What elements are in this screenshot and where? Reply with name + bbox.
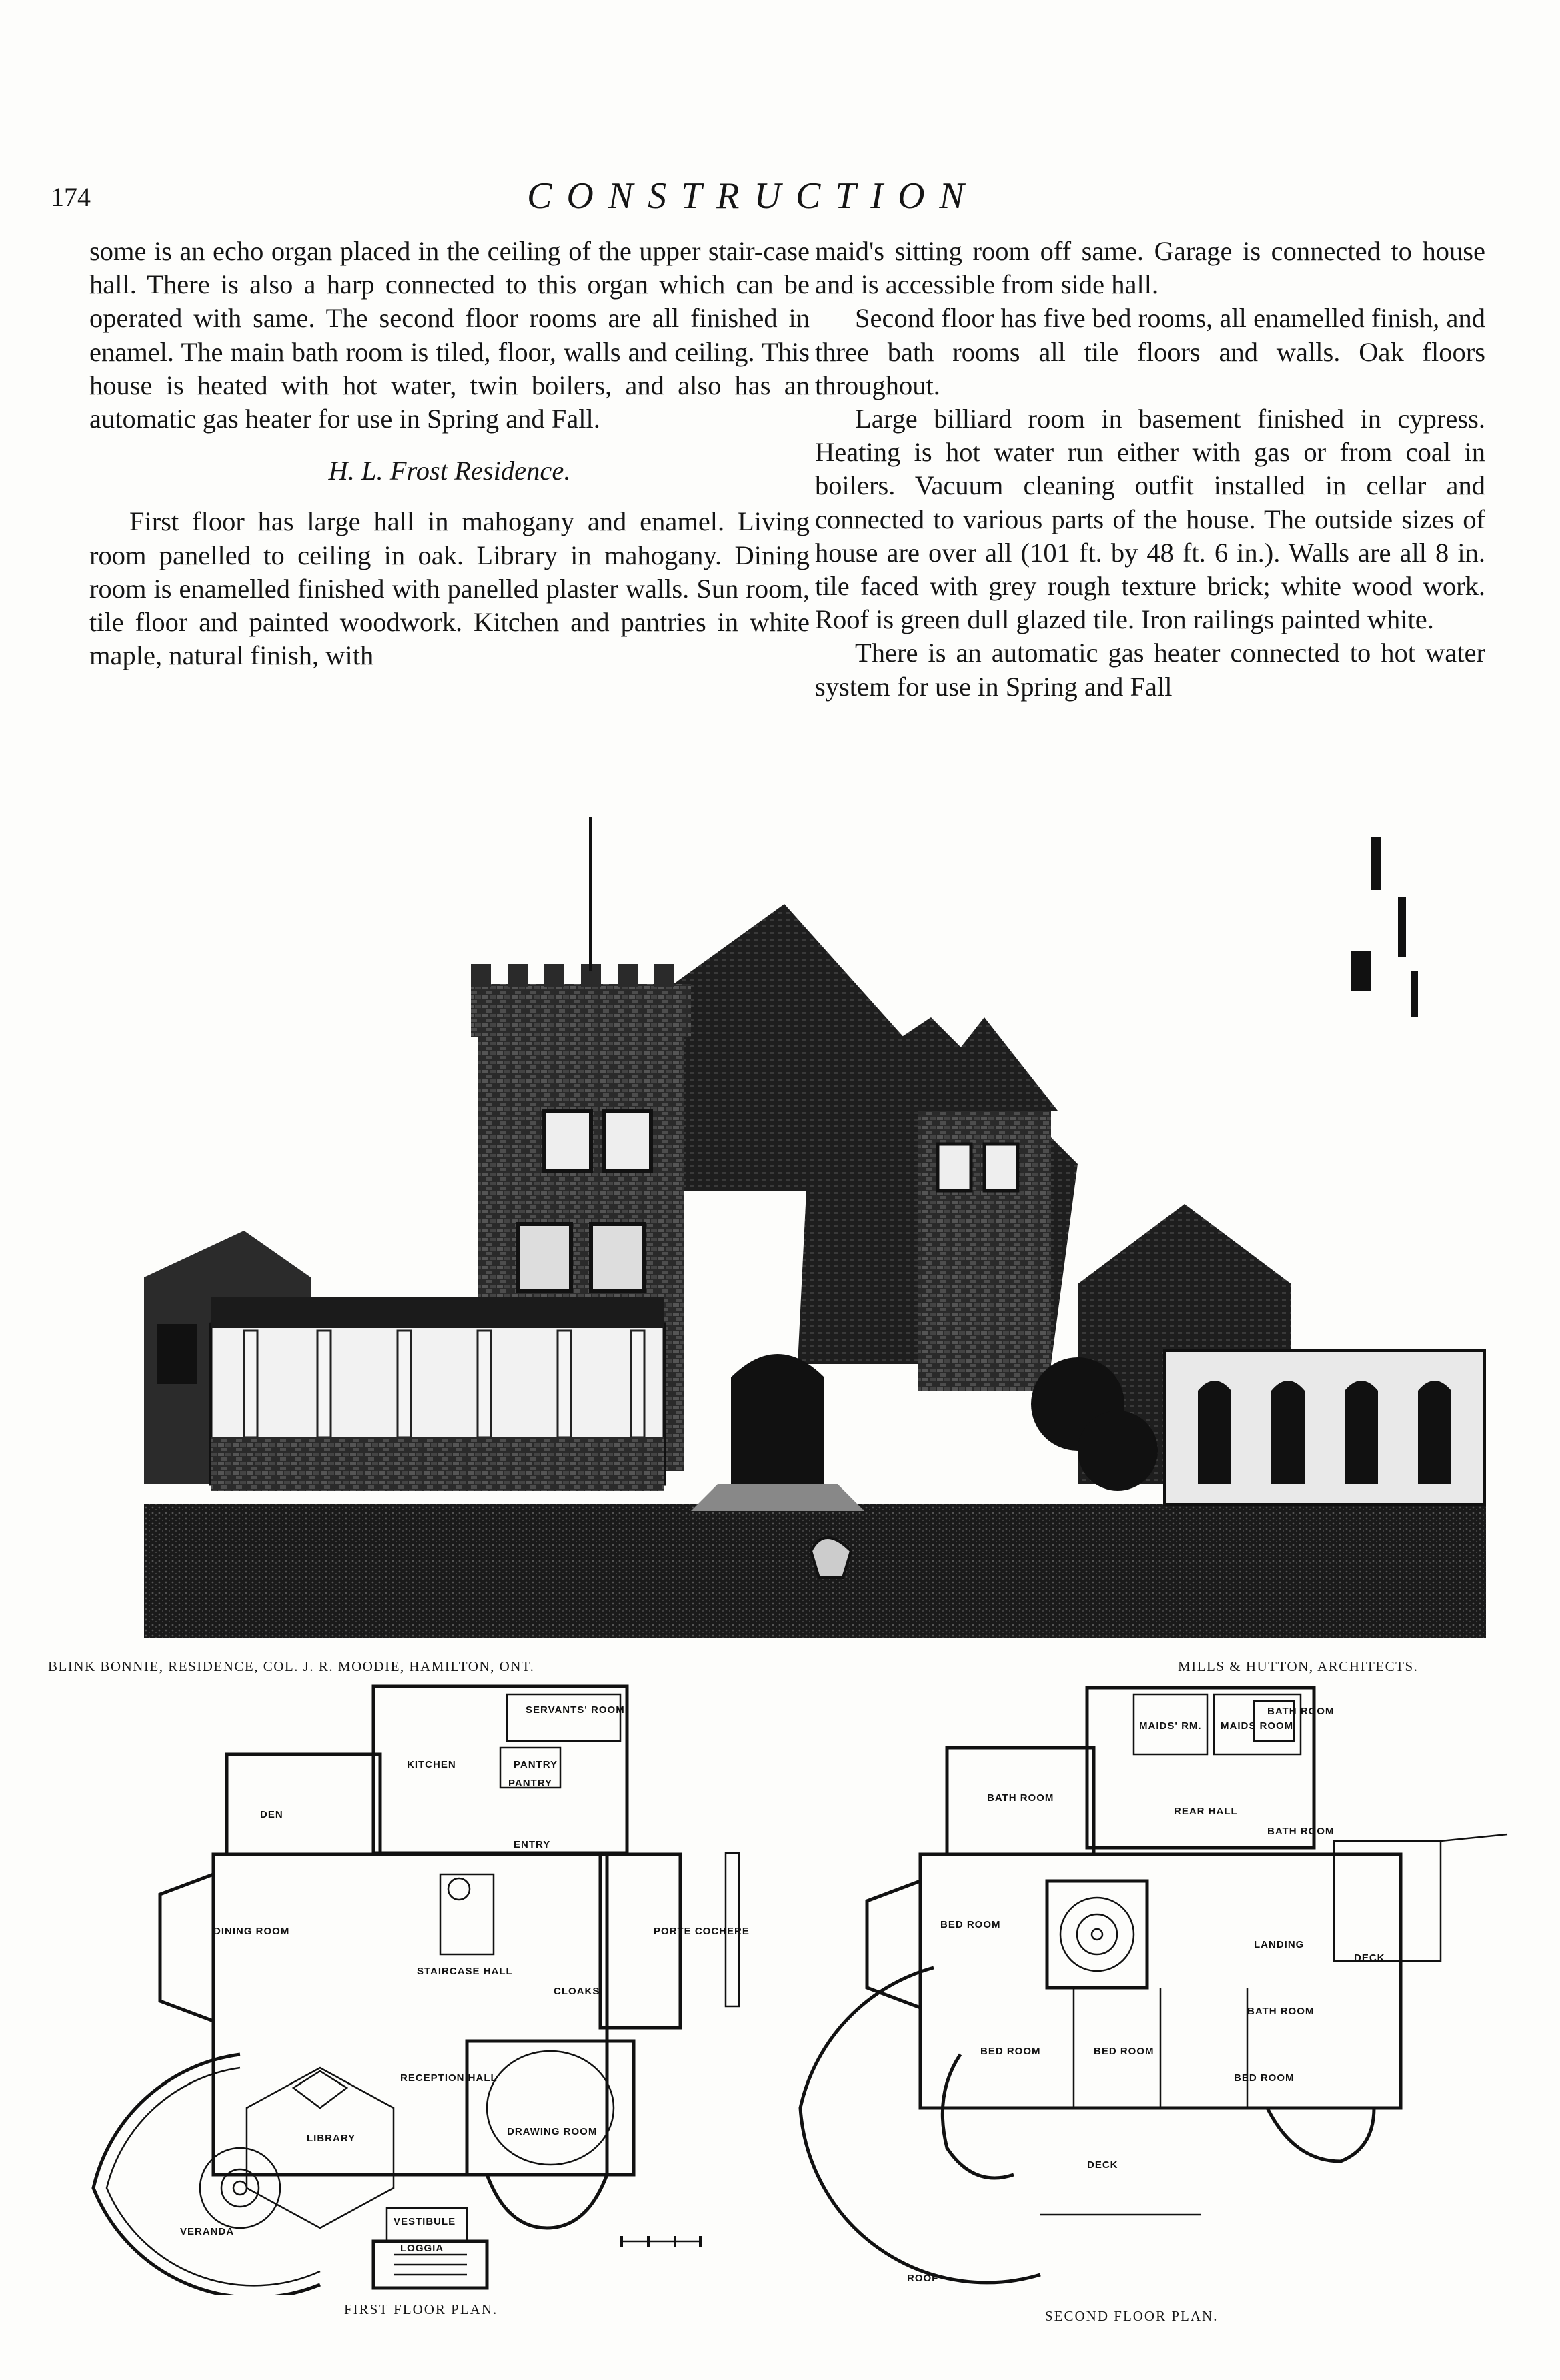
plan2-bed-room-1-label: BED ROOM: [940, 1919, 1001, 1930]
plan1-den-label: DEN: [260, 1809, 283, 1820]
photo-caption-right: MILLS & HUTTON, ARCHITECTS.: [1178, 1658, 1419, 1674]
plan1-library-label: LIBRARY: [307, 2133, 356, 2144]
plan1-vestibule-label: VESTIBULE: [394, 2216, 456, 2227]
second-floor-plan: [787, 1681, 1521, 2301]
plan1-pantry2-label: PANTRY: [508, 1778, 552, 1789]
plan2-bath-room-4-label: BATH ROOM: [1247, 2006, 1315, 2017]
plan2-maids-room-label: MAIDS ROOM: [1221, 1720, 1294, 1732]
plan1-porte-cochere-label: PORTE COCHERE: [654, 1926, 750, 1937]
plan2-bed-room-4-label: BED ROOM: [1234, 2072, 1295, 2084]
plan2-bath-room-1-label: BATH ROOM: [1267, 1706, 1335, 1717]
photo-caption-left: BLINK BONNIE, RESIDENCE, COL. J. R. MOODIE, HAMILTON, ONT.: [48, 1658, 535, 1674]
plan1-reception-hall-label: RECEPTION HALL: [400, 2072, 498, 2084]
plan2-bed-room-3-label: BED ROOM: [1094, 2046, 1154, 2057]
plan2-deck-2-label: DECK: [1087, 2159, 1118, 2171]
plan2-roof-label: ROOF: [907, 2273, 939, 2284]
right-paragraph-3: Large billiard room in basement finished in cypress. Heating is hot water run either with gas or from coal in boilers. Vacuum cleaning outfit installed in cellar and connected to various parts of the house. The outside sizes of house are over all (101 ft. by 48 ft. 6 in.). Walls are all 8 in. tile faced with grey rough texture brick; white wood work. Roof is green dull glazed tile. Iron railings painted white.: [815, 404, 1485, 635]
plan1-servants-room-label: SERVANTS' ROOM: [526, 1704, 625, 1716]
right-paragraph-4: There is an automatic gas heater connected to hot water system for use in Spring and Fall: [815, 638, 1485, 702]
page-number: 174: [51, 182, 91, 212]
left-text-column: [89, 235, 810, 672]
plan1-veranda-label: VERANDA: [180, 2226, 235, 2237]
residence-photograph: [144, 817, 1486, 1638]
plan1-kitchen-label: KITCHEN: [407, 1759, 456, 1770]
plan1-entry-label: ENTRY: [514, 1839, 551, 1850]
left-paragraph-1: some is an echo organ placed in the ceiling of the upper stair-case hall. There is also a harp connected to this organ which can be operated with same. The second floor rooms are all finished in enamel. The main bath room is tiled, floor, walls and ceiling. This house is heated with hot water, twin boilers, and also has an automatic gas heater for use in Spring and Fall.: [89, 236, 810, 434]
plan1-loggia-label: LOGGIA: [400, 2243, 444, 2254]
right-paragraph-1: maid's sitting room off same. Garage is connected to house and is accessible from side hall.: [815, 236, 1485, 300]
plan1-pantry-label: PANTRY: [514, 1759, 558, 1770]
plan2-rear-hall-label: REAR HALL: [1174, 1806, 1238, 1817]
left-paragraph-2: First floor has large hall in mahogany and enamel. Living room panelled to ceiling in oak. Library in mahogany. Dining room is enamelled finished with panelled plaster walls. Sun room, tile floor and painted woodwork. Kitchen and pantries in white maple, natural finish, with: [89, 506, 810, 671]
plan2-maids-rm-label: MAIDS' RM.: [1139, 1720, 1202, 1732]
plan2-bath-room-2-label: BATH ROOM: [987, 1792, 1054, 1804]
running-title: CONSTRUCTION: [527, 175, 979, 217]
plan2-bath-room-3-label: BATH ROOM: [1267, 1826, 1335, 1837]
plan2-bed-room-2-label: BED ROOM: [980, 2046, 1041, 2057]
plan1-dining-room-label: DINING ROOM: [213, 1926, 290, 1937]
plan1-drawing-room-label: DRAWING ROOM: [507, 2126, 598, 2137]
plan2-landing-label: LANDING: [1254, 1939, 1305, 1950]
plan1-cloaks-label: CLOAKS: [554, 1986, 600, 1997]
plan1-staircase-hall-label: STAIRCASE HALL: [417, 1966, 513, 1977]
plan2-deck-1-label: DECK: [1354, 1952, 1385, 1964]
first-floor-plan: [80, 1681, 760, 2295]
right-text-column: [815, 235, 1485, 704]
first-floor-plan-caption: FIRST FLOOR PLAN.: [344, 2301, 498, 2317]
subheading-frost-residence: H. L. Frost Residence.: [328, 456, 571, 486]
second-floor-plan-caption: SECOND FLOOR PLAN.: [1045, 2308, 1219, 2324]
right-paragraph-2: Second floor has five bed rooms, all enamelled finish, and three bath rooms all tile floors and walls. Oak floors throughout.: [815, 303, 1485, 400]
